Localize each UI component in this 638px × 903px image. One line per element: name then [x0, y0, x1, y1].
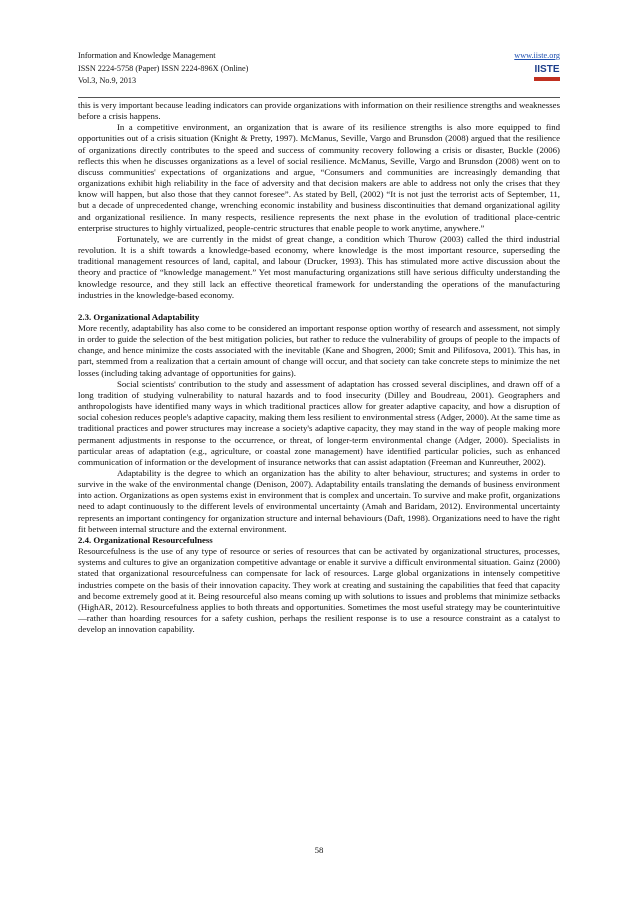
issn-line: ISSN 2224-5758 (Paper) ISSN 2224-896X (Online) [78, 63, 249, 73]
paragraph-1: this is very important because leading indicators can provide organizations with information on their resilience strengths and weaknesses before a crisis happens. [78, 100, 560, 122]
paragraph-7: Resourcefulness is the use of any type of resource or series of resources that can be activated by organizational structures, processes, systems and cultures to give an organization competitive advantage or enable it survive a difficult environmental situation. Gainz (2000) stated that organizational resourcefulness can compensate for lack of resources. Large global organizations in intensely competitive industries compete on the basis of their innovation capacity. They work at creating and sustaining the capabilities that feed that capacity and become extremely good at it. Being resourceful also means coming up with solutions to issues and problems that minimize setbacks (HighAR, 2012). Resourcefulness applies to both threats and opportunities. Sometimes the most useful strategy may be counterintuitive—rather than hoarding resources for a safety cushion, perhaps the resilient response is to use a resource constraint as a catalyst to develop an innovation capability. [78, 546, 560, 635]
volume-line: Vol.3, No.9, 2013 [78, 76, 137, 86]
section-gap [78, 301, 560, 312]
journal-url-link[interactable]: www.iiste.org [514, 51, 560, 60]
paragraph-6: Adaptability is the degree to which an organization has the ability to alter behaviour, structures; and systems in order to survive in the wake of the environmental change (Denison, 2007). Adaptability entails translating the demands of business environment into action. Organizations as open systems exist in environment that is complex and uncertain. To survive and make profit, organizations need to adapt continuously to the different levels of environmental uncertainty (Amah and Baridam, 2012). Environmental uncertainty represents an important contingency for organization structure and internal behaviours (Daft, 1998). Organizations need to have the right fit between internal structure and the external environment. [78, 468, 560, 534]
body-text [78, 100, 560, 635]
paragraph-3: Fortunately, we are currently in the midst of great change, a condition which Thurow (2003) called the third industrial revolution. It is a shift towards a knowledge-based economy, where knowledge is the most important resource, superseding the traditional management resources of land, capital, and labour (Drucker, 1993). This has stimulated more active discussion about the theory and practice of “knowledge management.” Yet most manufacturing organizations still have serious difficulty understanding the knowledge resource, and they still lack an effective theoretical framework for understanding the operations of the manufacturing industries in the knowledge-based economy. [78, 233, 560, 300]
journal-name: Information and Knowledge Management [78, 51, 216, 60]
page-number: 58 [314, 845, 324, 855]
section-heading-2-3: 2.3. Organizational Adaptability [78, 311, 200, 322]
iiste-logo [534, 64, 560, 85]
running-header [78, 50, 560, 88]
paragraph-2: In a competitive environment, an organization that is aware of its resilience strengths is also more equipped to find opportunities out of a crisis situation (Knight & Pretty, 1997). McManus, Seville, Vargo and Brunsdon (2008) argued that the resilience of organizations directly contributes to the speed and success of community recovery following a crisis or disaster, Buckle (2006) reflects this when he discusses organizations as a level of social resilience. McManus, Seville, Vargo and Brunsdon (2008) went on to discuss communities' expectations of organizations and argue, “Consumers and communities are increasingly demanding that organizations exhibit high reliability in the face of adversity and that decision makers are able to address not only the crises that they know will happen, but also those that they cannot foresee”. As stated by Bell, (2002) “It is not just the terrorist acts of September, 11, but a decade of unprecedented change, wrenching economic instability and business discontinuities that demand organizational agility and organizational resilience. In many respects, resilience represents the next phase in the evolution of traditional place-centric enterprise structures to highly virtualized, people-centric structures that enable people to work anytime, anywhere.” [78, 122, 560, 233]
header-rule [78, 97, 560, 98]
logo-text: IISTE [534, 64, 560, 75]
logo-bar [534, 77, 560, 81]
paragraph-4: More recently, adaptability has also come to be considered an important response option worthy of research and assessment, not simply in order to guide the selection of the best mitigation policies, but rather to reduce the vulnerability of groups of people to the impacts of change, and hence minimize the costs associated with the inevitable (Kane and Shogren, 2000; Smit and Pilifosova, 2001). This has, in part, stemmed from a realization that a certain amount of change will occur, and that society can take concrete steps to minimize the net losses (including taking advantage of opportunities for gains). [78, 322, 560, 378]
section-heading-2-4: 2.4. Organizational Resourcefulness [78, 534, 213, 545]
paragraph-5: Social scientists' contribution to the study and assessment of adaptation has crossed several disciplines, and drawn off of a long tradition of studying vulnerability to natural hazards and to food insecurity (Dilley and Boudreau, 2001). Geographers and anthropologists have identified many ways in which traditional practices allow for greater adaptive capacity, and how a disruption of social cohesion reduces people's adaptive capacity, making them less resilient to environmental stress (Adger, 2000). At the same time as traditional practices and power structures may increase a society's adaptive capacity, they may stand in the way of people making more permanent adjustments in response to the occurrence, or threat, of longer-term environmental change (Adger, 2000). Specialists in particular areas of adaptation (e.g., agriculture, or coastal zone management) have identified particular policies, such as enhanced communication of information or the development of insurance networks that can assist adaptation (Freeman and Kunreuther, 2002). [78, 378, 560, 467]
